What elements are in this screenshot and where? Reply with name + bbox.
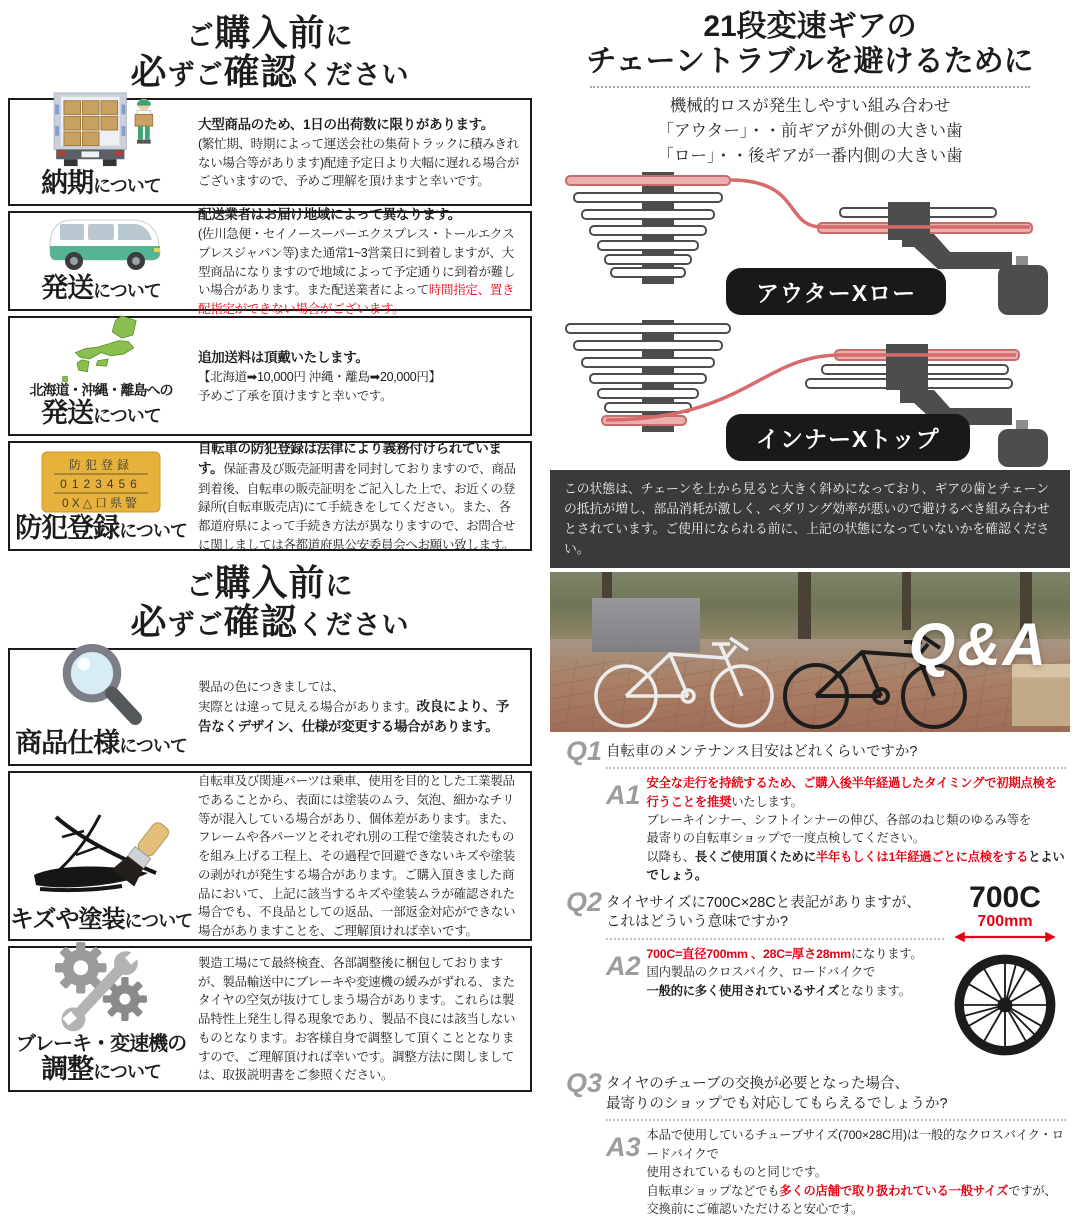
- card-line1-svg: 防犯登録: [68, 458, 134, 473]
- qa-item-2: [550, 880, 1070, 1067]
- qa-banner-text: Q&A: [908, 610, 1048, 678]
- qa-item-3: [550, 1070, 1070, 1218]
- delivery-time-text: 大型商品のため、1日の出荷数に限りがあります。 (繁忙期、時期によって運送会社の集荷トラックに積みきれない場合等があります)配達予定日より大幅に遅れる場合がございますので、予めご理解を頂けますと幸いです。: [198, 116, 520, 189]
- shipping-icon-col: [10, 213, 188, 309]
- remote-shipping-title: 北海道・沖縄・離島への 発送について: [29, 381, 173, 429]
- section-brake-adjustment: [8, 946, 532, 1092]
- gear-trouble-title-line1: 21段変速ギアの: [703, 10, 917, 43]
- a2-answer: 700C=直径700mm 、28C=厚さ28mmになります。 国内製品のクロスバイク、ロードバイクで 一般的に多く使用されているサイズとなります。: [646, 946, 923, 998]
- truck-loading-icon: [42, 91, 160, 169]
- wheel-diameter-label: 700mm: [977, 912, 1033, 930]
- gear-combination-subtitle: 機械的ロスが発生しやすい組み合わせ 「アウター」・・前ギアが外側の大きい歯 「ロー」・・後ギアが一番内側の大きい歯: [657, 97, 963, 165]
- japan-map-icon: [41, 311, 161, 383]
- card-line2-svg: 0123456: [60, 477, 142, 492]
- qa-item-1: [550, 735, 1070, 885]
- diagram-inner-top: [550, 320, 1070, 466]
- q1-label: Q1: [566, 735, 603, 766]
- title-divider: [590, 86, 1030, 88]
- gear-trouble-title-line2: チェーントラブルを避けるために: [586, 44, 1034, 78]
- a1-label: A1: [606, 780, 641, 811]
- antitheft-text: 自転車の防犯登録は法律により義務付けられています。保証書及び販売証明書を同封しておりますので、商品到着後、自転車の販売証明をご記入した上で、お近くの登録所(自転車販売店)にて手続きをしてください。また、各都道府県によって手続き方法が異なりますので、お問合せに関しましては各都道府県公安委員会へお願い致します。: [198, 441, 516, 552]
- q2-question: タイヤサイズに700C×28Cと表記がありますが、 これはどういう意味ですか?: [606, 894, 921, 931]
- qa-photo-banner: [550, 572, 1070, 732]
- product-spec-text: 製品の色につきましては、 実際とは違って見える場合があります。改良により、予告なくデザイン、仕様が変更する場合があります。: [198, 679, 510, 734]
- q3-label: Q3: [566, 1068, 603, 1099]
- remote-shipping-icon-col: [10, 318, 188, 434]
- q1-divider: [606, 767, 1066, 769]
- antitheft-title: 防犯登録について: [15, 513, 187, 544]
- section-delivery-time: [8, 98, 532, 206]
- shipping-title: 発送について: [41, 273, 161, 304]
- product-spec-title: 商品仕様について: [15, 728, 187, 759]
- delivery-van-icon: [36, 212, 166, 274]
- wheel-size-figure: [944, 880, 1066, 1067]
- q3-question: タイヤのチューブの交換が必要となった場合、 最寄りのショップでも対応してもらえるでしょうか?: [606, 1076, 948, 1112]
- confirm-before-purchase-header-2: ご購入前に 必ずご確認ください: [130, 561, 410, 642]
- magnifier-icon: [55, 639, 147, 729]
- section-antitheft-registration: [8, 441, 532, 551]
- left-column: [0, 0, 540, 1085]
- q2-label: Q2: [566, 886, 603, 917]
- outer-low-badge: アウターXロー: [726, 268, 946, 315]
- q3-divider: [606, 1119, 1066, 1121]
- q2-divider: [606, 938, 944, 940]
- section-remote-shipping: [8, 316, 532, 436]
- confirm-before-purchase-header-1: ご購入前に 必ずご確認ください: [130, 12, 410, 92]
- delivery-time-icon-col: [10, 100, 188, 204]
- a2-label: A2: [606, 950, 641, 981]
- brake-adjustment-title: ブレーキ・変速機の 調整について: [15, 1033, 187, 1085]
- q1-question: 自転車のメンテナンス目安はどれくらいですか?: [606, 743, 918, 760]
- a3-answer: 本品で使用しているチューブサイズ(700×28C用)は一般的なクロスバイク・ロードバイクで 使用されているものと同じです。 自転車ショップなどでも多くの店舗で取り扱われている一般サイズですが、 交換前にご確認いただけると安心です。: [646, 1128, 1064, 1217]
- wheel-icon: [949, 949, 1061, 1061]
- remote-shipping-text: 追加送料は頂戴いたします。 【北海道➡10,000円 沖縄・離島➡20,000円】 予めご了承を頂けますと幸いです。: [198, 349, 441, 403]
- paint-brush-icon: [26, 811, 176, 907]
- section-shipping: [8, 206, 532, 316]
- scratches-icon-col: [9, 773, 193, 939]
- product-spec-icon-col: [10, 650, 188, 764]
- delivery-time-title: 納期について: [41, 168, 161, 199]
- gears-wrench-icon: [45, 942, 157, 1034]
- scratches-text: 自転車及び関連パーツは乗車、使用を目的とした工業製品であることから、表面には塗装のムラ、気泡、細かなチリ等が混入している場合があり、個体差があります。また、フレームや各パーツとそれぞれ別の工程で塗装されたものを組み上げる工程上、その過程で回避できないキズや塗装の剥がれが発生する場合があります。ご購入頂きました商品において、上記に該当するキズや塗装ムラが確認された場合でも、不良品としての返品、一部返金対応ができない場合がありますことを、ご理解頂ければ幸いです。: [198, 774, 516, 939]
- a3-label: A3: [606, 1132, 641, 1163]
- shipping-text: 配送業者はお届け地域によって異なります。 (佐川急便・セイノースーパーエクスプレス・トールエクスプレスジャパン等)また通常1~3営業日に到着しますが、大型商品になりますので地域によって予定通りに到着が難しい場合があります。また配送業者によって時間指定、置き配指定ができない場合がございます。: [198, 206, 516, 316]
- diagram-outer-low: [550, 172, 1070, 318]
- scratches-title: キズや塗装について: [9, 906, 193, 934]
- gear-trouble-title: [550, 6, 1070, 79]
- a1-answer: 安全な走行を持続するため、ご購入後半年経過したタイミングで初期点検を行うことを推奨いたします。 ブレーキインナー、シフトインナーの伸び、各部のねじ類のゆるみ等を 最寄りの自転車ショップで一度点検してください。 以降も、長くご使用頂くために半年もしくは1年経過ごとに点検をするとよいでしょう。: [646, 776, 1065, 883]
- section-product-spec: [8, 648, 532, 766]
- card-line3-svg: 0X△口県警: [62, 496, 140, 511]
- chain-warning-box: この状態は、チェーンを上から見ると大きく斜めになっており、ギアの歯とチェーンの抵抗が増し、部品消耗が激しく、ペダリング効率が悪いので避けるべき組み合わせとされています。ご使用になられる前に、上記の状態になっていないかを確認ください。: [550, 470, 1070, 567]
- brake-adjustment-icon-col: [10, 948, 188, 1090]
- registration-card-icon: [40, 450, 162, 514]
- inner-top-badge: インナーXトップ: [726, 414, 970, 461]
- brake-adjustment-text: 製造工場にて最終検査、各部調整後に梱包しておりますが、製品輸送中にブレーキや変速機の緩みがずれる、またタイヤの空気が抜けてしまう場合があります。これらは製品特性上発生し得る現象であり、製品不良には該当しないものとなります。お客様自身で調整して頂くこととなりますので、ご理解頂ければ幸いです。調整方法に関しましては、取扱説明書をご参照ください。: [198, 955, 516, 1083]
- right-column: [540, 0, 1080, 1217]
- section-scratches-paint: [8, 771, 532, 941]
- diameter-arrow: [946, 930, 1064, 944]
- antitheft-icon-col: [10, 443, 188, 549]
- wheel-size-label: 700C: [969, 880, 1041, 914]
